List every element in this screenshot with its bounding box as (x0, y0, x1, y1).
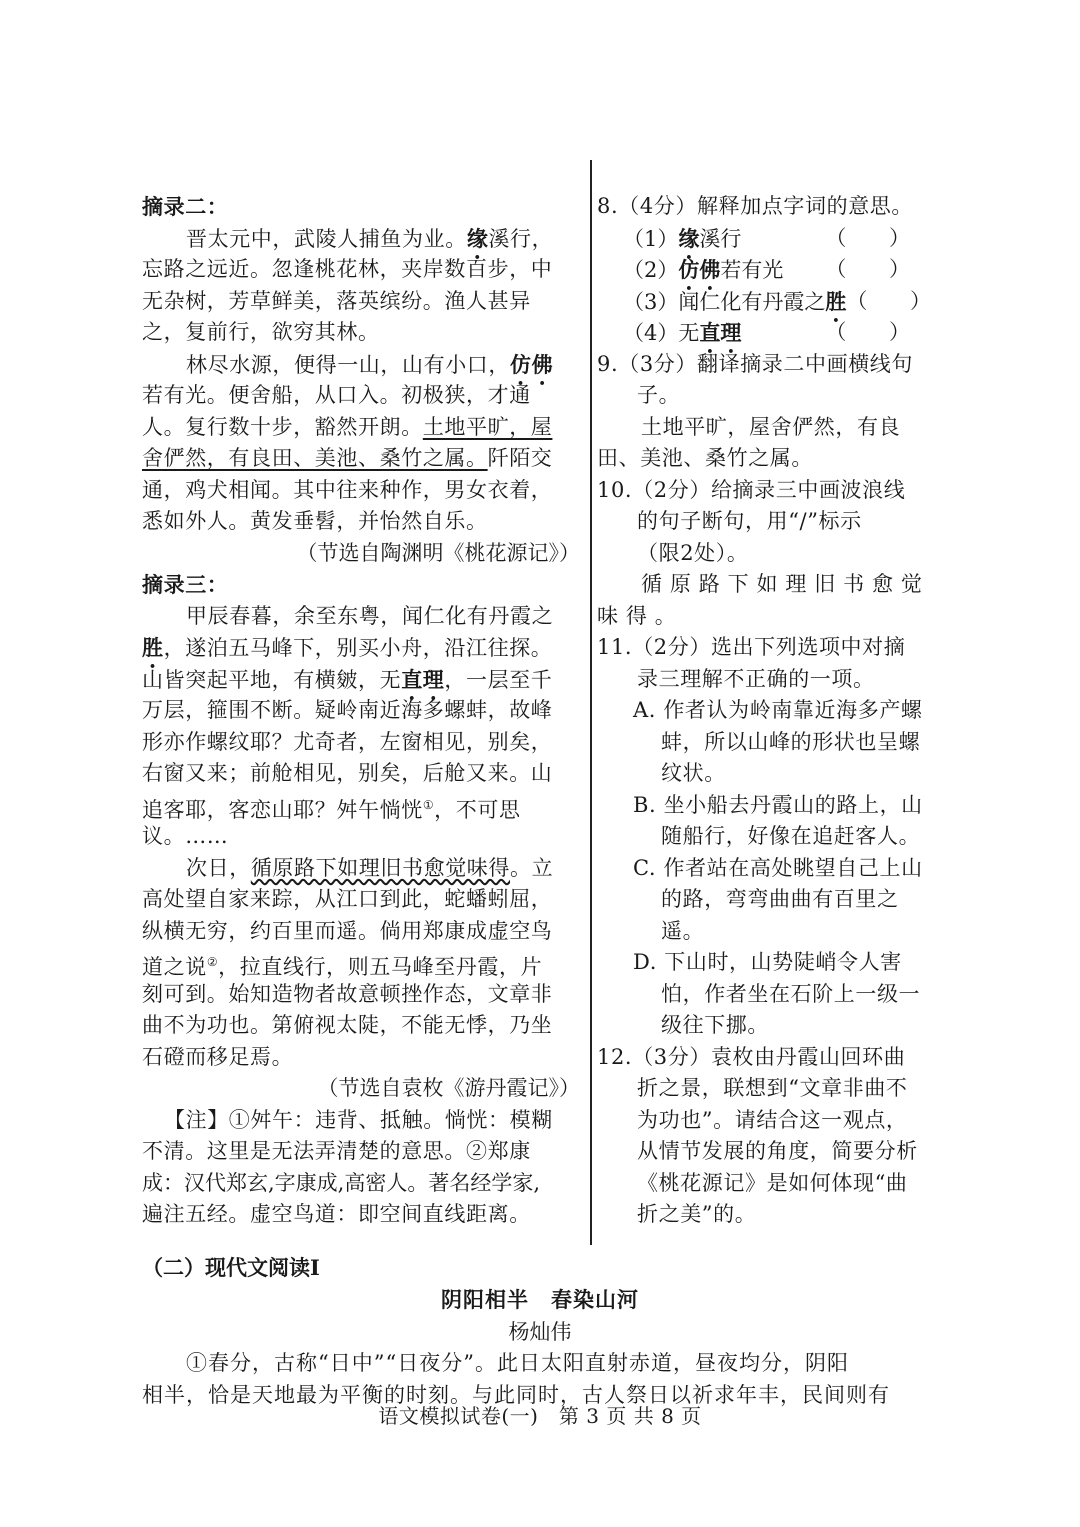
text-line: 纵横无穷，约百里而遥。倘用郑康成虚空鸟 (142, 918, 553, 943)
option-a-cont: 纹状。 (661, 761, 726, 785)
text-line: 之，复前行，欲穷其林。 (142, 320, 380, 344)
excerpt3-heading: 摘录三： (142, 572, 229, 597)
text-line: 山皆突起平地，有横皴，无直理，一层至千 (142, 666, 553, 692)
text-line: 议。…… (142, 824, 229, 848)
q8-item-1: （1）缘溪行 （ ） (597, 223, 942, 255)
question-9-cont: 子。 (637, 383, 681, 407)
excerpt2-heading: 摘录二： (142, 194, 229, 219)
footnote-mark: ① (422, 797, 435, 812)
underlined-sentence: 舍俨然，有良田、美池、桑竹之属。 (142, 446, 488, 470)
option-b[interactable]: B. 坐小船去丹霞山的路上，山 (633, 792, 923, 817)
question-11: 11.（2分）选出下列选项中对摘 (597, 635, 906, 659)
question-11-cont: 录三理解不正确的一项。 (637, 666, 875, 691)
question-8: 8.（4分）解释加点字词的意思。 (597, 194, 913, 218)
option-c-cont: 遥。 (661, 918, 705, 943)
excerpt3-source: （节选自袁枚《游丹霞记》） (317, 1076, 580, 1100)
note-line: 遍注五经。虚空鸟道：即空间直线距离。 (142, 1202, 531, 1226)
option-d-cont: 怕，作者坐在石阶上一级一 (661, 981, 921, 1006)
q8-item-3: （3）闻仁化有丹霞之胜 （ ） (597, 286, 942, 318)
answer-blank[interactable]: （ ） (825, 257, 928, 281)
option-d-cont: 级往下挪。 (661, 1013, 769, 1037)
q9-sentence: 土地平旷，屋舍俨然，有良 (641, 414, 901, 439)
text-line: 舍俨然，有良田、美池、桑竹之属。阡陌交 (142, 446, 553, 470)
wavy-sentence: 循原路下如理旧书愈觉味得 (250, 855, 511, 880)
note-line: 成：汉代郑玄,字康成,高密人。著名经学家, (142, 1170, 541, 1195)
text-line: 曲不为功也。第俯视太陡，不能无悸，乃坐 (142, 1013, 553, 1037)
q10-sentence: 味 得 。 (597, 603, 677, 628)
answer-blank[interactable]: （ ） (825, 225, 928, 250)
text-line: 胜，遂泊五马峰下，别买小舟，沿江往探。 (142, 635, 553, 660)
text-line: 刻可到。始知造物者故意顿挫作态，文章非 (142, 981, 553, 1006)
q8-item-2: （2）仿佛若有光 （ ） (597, 254, 942, 286)
note-line: 不清。这里是无法弄清楚的意思。②郑康 (142, 1139, 531, 1163)
text-line: 人。复行数十步，豁然开朗。土地平旷，屋 (142, 414, 553, 439)
answer-blank[interactable]: （ ） (846, 288, 950, 313)
question-12-cont: 折之美”的。 (637, 1202, 757, 1226)
right-column (597, 191, 950, 1231)
question-10: 10.（2分）给摘录三中画波浪线 (597, 477, 906, 502)
question-12-cont: 为功也”。请结合这一观点， (637, 1107, 908, 1132)
note-line: 【注】①舛午：违背、抵触。惝恍：模糊 (164, 1107, 553, 1132)
text-line: 道之说②，拉直线行，则五马峰至丹霞，片 (142, 955, 543, 979)
page-footer: 语文模拟试卷(一) 第 3 页 共 8 页 (378, 1404, 702, 1428)
text-line: 悉如外人。黄发垂髫，并怡然自乐。 (142, 509, 488, 533)
text-line: 形亦作螺纹耶？尤奇者，左窗相见，别矣， (142, 729, 553, 754)
text-line: 追客耶，客恋山耶？舛午惝恍①，不可思 (142, 797, 521, 822)
text-line: 甲辰春暮，余至东粤，闻仁化有丹霞之 (186, 603, 554, 628)
left-column (142, 191, 588, 1231)
option-c-cont: 的路，弯弯曲曲有百里之 (661, 887, 899, 911)
option-a-cont: 蚌，所以山峰的形状也呈螺 (661, 729, 921, 754)
text-line: 忘路之远近。忽逢桃花林，夹岸数百步，中 (142, 257, 553, 281)
q9-sentence: 田、美池、桑竹之属。 (597, 446, 813, 470)
text-line: 次日，循原路下如理旧书愈觉味得。立 (186, 855, 554, 880)
question-9: 9.（3分）翻译摘录二中画横线句 (597, 351, 913, 376)
option-d[interactable]: D. 下山时，山势陡峭令人害 (633, 950, 902, 974)
text-line: 若有光。便舍船，从口入。初极狭，才通 (142, 383, 531, 407)
question-12: 12.（3分）袁枚由丹霞山回环曲 (597, 1044, 906, 1069)
article-title: 阴阳相半 春染山河 (441, 1287, 639, 1312)
q10-sentence: 循 原 路 下 如 理 旧 书 愈 觉 (641, 572, 923, 596)
underlined-sentence: 土地平旷，屋 (422, 414, 553, 439)
text-line: 无杂树，芳草鲜美，落英缤纷。渔人甚异 (142, 288, 531, 313)
option-b-cont: 随船行，好像在追赶客人。 (661, 824, 921, 848)
footnote-mark: ② (206, 955, 219, 969)
text-line: 相半，恰是天地最为平衡的时刻。与此同时，古人祭日以祈求年丰，民间则有 (142, 1382, 890, 1407)
section-title: （二）现代文阅读Ⅰ (142, 1255, 320, 1280)
question-12-cont: 折之景，联想到“文章非曲不 (637, 1076, 908, 1100)
text-line: 万层，箍围不断。疑岭南近海多螺蚌，故峰 (142, 698, 553, 722)
excerpt2-source: （节选自陶渊明《桃花源记》） (296, 540, 580, 565)
answer-blank[interactable]: （ ） (825, 320, 928, 344)
question-10-cont: （限2处）。 (637, 540, 749, 565)
text-line: 通，鸡犬相闻。其中往来种作，男女衣着， (142, 477, 553, 502)
option-a[interactable]: A. 作者认为岭南靠近海多产螺 (633, 698, 923, 722)
text-line: 晋太元中，武陵人捕鱼为业。缘溪行， (186, 225, 554, 251)
text-line: 右窗又来；前舱相见，别矣，后舱又来。山 (142, 761, 553, 785)
question-10-cont: 的句子断句，用“/”标示 (637, 509, 862, 533)
text-line: ①春分，古称“日中”“日夜分”。此日太阳直射赤道，昼夜均分，阴阳 (186, 1351, 849, 1375)
option-c[interactable]: C. 作者站在高处眺望自己上山 (633, 855, 923, 880)
question-12-cont: 《桃花源记》是如何体现“曲 (637, 1170, 908, 1195)
text-line: 高处望自家来踪，从江口到此，蛇蟠蚓屈， (142, 887, 553, 911)
text-line: 林尽水源，便得一山，山有小口，仿佛 (186, 351, 554, 377)
q8-item-4: （4）无直理 （ ） (597, 317, 942, 349)
article-author: 杨灿伟 (508, 1320, 572, 1344)
column-divider (590, 160, 592, 1245)
text-line: 石磴而移足焉。 (142, 1044, 294, 1069)
question-12-cont: 从情节发展的角度，简要分析 (637, 1139, 918, 1163)
